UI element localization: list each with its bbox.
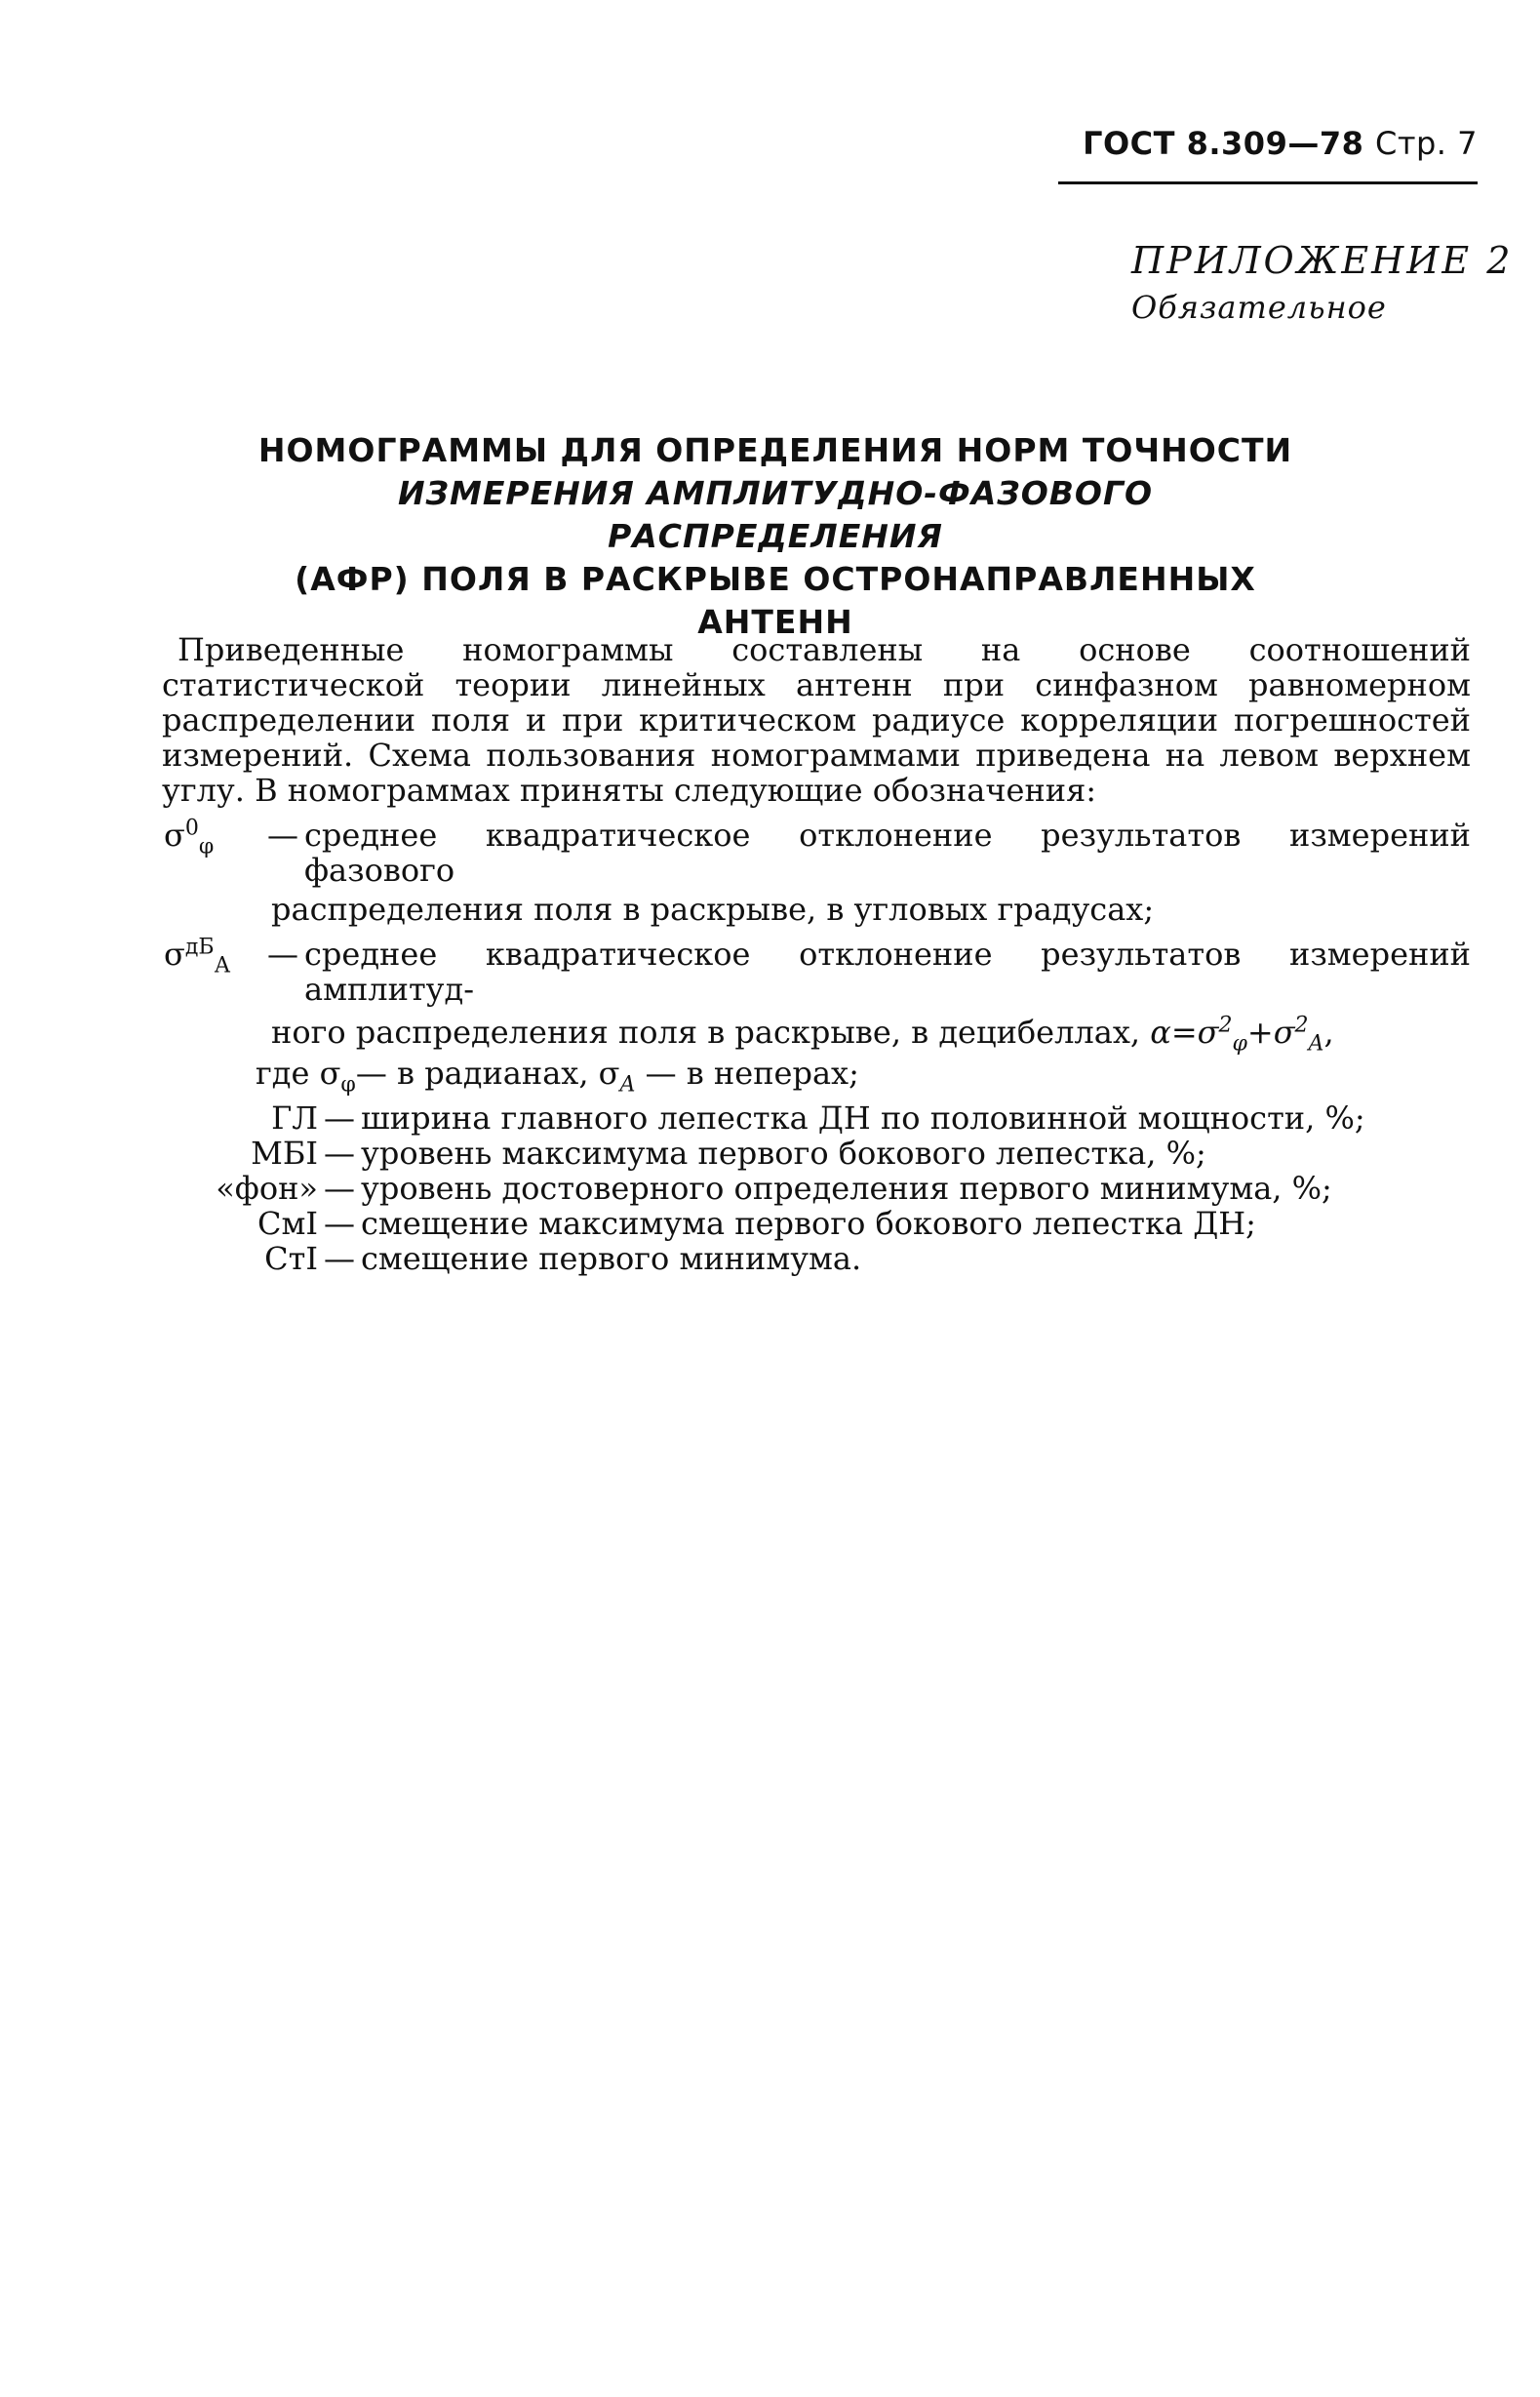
definition-desc-cont: где $\sigma_\varphi—$ в радианах, $\sigma_A$ — в неперах; [256,1055,859,1098]
definition-item: МБI — уровень максимума первого бокового лепестка, %; [162,1136,1471,1171]
formula: $\alpha=\sigma^2_\varphi+\sigma^2_A$ [1150,1013,1324,1057]
title-line-3: (АФР) ПОЛЯ В РАСКРЫВЕ ОСТРОНАПРАВЛЕННЫХ [295,560,1256,598]
definition-desc: уровень достоверного определения первого минимума, %; [361,1170,1332,1207]
definition-desc: смещение первого минимума. [361,1240,862,1277]
definition-desc: ширина главного лепестка ДН по половинной мощности, %; [361,1099,1365,1137]
standard-number: ГОСТ 8.309—78 [1083,125,1364,162]
definition-term: СтI [264,1240,318,1277]
definition-item: СмI — смещение максимума первого бокового лепестка ДН; [162,1206,1471,1241]
definition-sigma-phi: $\sigma^0_\varphi$ — среднее квадратическое отклонение результатов измерений фазового [164,816,1471,889]
definition-desc: уровень максимума первого бокового лепестка, %; [361,1135,1206,1172]
title-line-4: АНТЕНН [697,603,853,641]
definitions-list [162,818,1471,1276]
definition-term: $\sigma^{дБ}_А$ [164,935,231,979]
page-number: Стр. 7 [1375,125,1478,162]
definition-item: «фон» — уровень достоверного определения первого минимума, %; [162,1171,1471,1206]
title-line-1: НОМОГРАММЫ ДЛЯ ОПРЕДЕЛЕНИЯ НОРМ ТОЧНОСТИ [257,431,1293,469]
definition-desc: среднее квадратическое отклонение результатов измерений фазового [304,817,1471,889]
definition-term: «фон» [216,1170,318,1207]
definition-desc: среднее квадратическое отклонение результатов измерений амплитуд- [304,936,1471,1008]
appendix-label: ПРИЛОЖЕНИЕ 2 [1131,239,1514,282]
definition-term: СмI [257,1205,318,1242]
page-header [1058,125,1478,162]
definition-desc: смещение максимума первого бокового лепестка ДН; [361,1205,1256,1242]
intro-paragraph: Приведенные номограммы составлены на основе соотношений статистической теории линейных антенн при синфазном равномерном распределении поля и при критическом радиусе корреляции погрешностей измерений. Схема пользования номограммами приведена на левом верхнем углу. В номограммах приняты следующие обозначения: [162,631,1471,809]
definition-term: ГЛ [271,1099,318,1137]
definition-item: СтI — смещение первого минимума. [162,1241,1471,1276]
document-title [224,429,1326,644]
header-rule [1058,181,1478,184]
definition-desc-cont: ного распределения поля в раскрыве, в децибеллах, $\alpha=\sigma^2_\varphi+\sigma^2_A$, [271,1013,1334,1057]
appendix-status: Обязательное [1131,289,1387,326]
definition-term: МБI [251,1135,318,1172]
title-line-2: ИЗМЕРЕНИЯ АМПЛИТУДНО-ФАЗОВОГО РАСПРЕДЕЛЕНИЯ [397,474,1154,555]
definition-desc-cont: распределения поля в раскрыве, в угловых градусах; [271,891,1155,928]
definition-item: ГЛ — ширина главного лепестка ДН по половинной мощности, %; [162,1100,1471,1136]
definition-sigma-a: $\sigma^{дБ}_А$ — среднее квадратическое отклонение результатов измерений амплитуд- [164,935,1471,1008]
definition-term: $\sigma^0_\varphi$ [164,816,215,859]
